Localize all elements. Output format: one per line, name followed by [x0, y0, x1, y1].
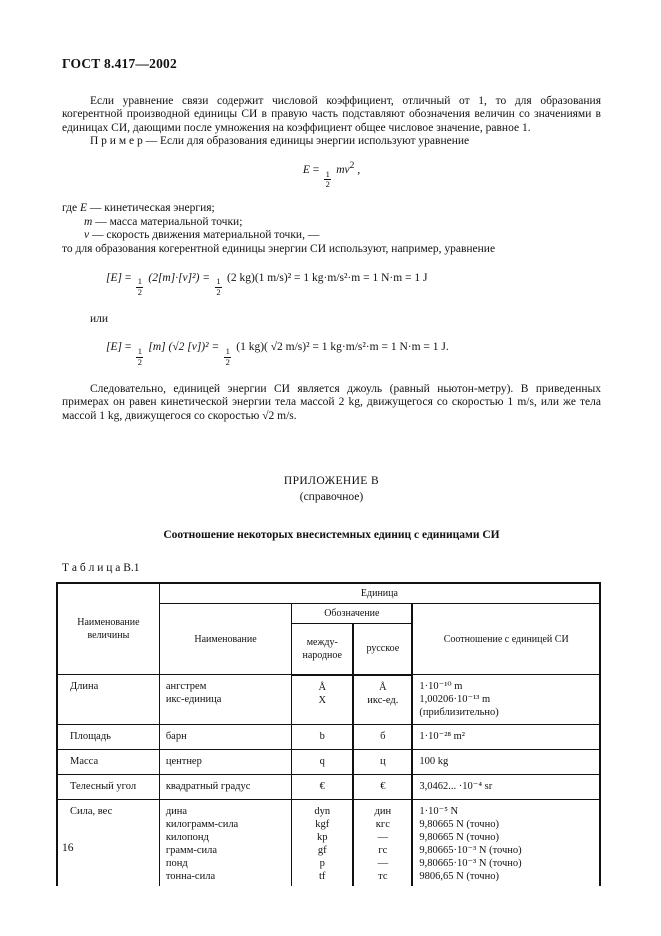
cell-intl: b [292, 725, 353, 750]
cell-names: барн [159, 725, 291, 750]
formula-lhs: E [302, 163, 310, 176]
fraction: $\frac{1}{2}$ [225, 346, 230, 368]
where-tail: то для образования когерентной единицы энергии СИ используют, например, уравнение [62, 242, 496, 255]
paragraph-example-lead: П р и м е р — Если для образования единицы энергии используют уравнение [90, 135, 470, 148]
where-item-v: v — скорость движения материальной точки, — [84, 229, 320, 242]
page-number: 16 [62, 842, 74, 854]
formula-rhs: mv [336, 163, 350, 176]
cell-relation: 1·10⁻²⁸ m² [412, 725, 600, 750]
cell-intl: € [292, 775, 353, 800]
cell-names: центнер [159, 750, 291, 775]
col-header-relation: Соотношение с единицей СИ [412, 603, 600, 675]
formula-example-1: [E] = $\frac{1}{2}$ (2[m]·[v]²) = $\frac{1}{2}$ (2 kg)(1 m/s)² = 1 kg·m/s²·m = 1 N·m = 1 J [106, 271, 428, 298]
cell-quantity: Площадь [57, 725, 159, 750]
cell-rus: б [353, 725, 412, 750]
cell-quantity: Масса [57, 750, 159, 775]
col-header-designation: Обозначение [292, 603, 413, 623]
fraction: $\frac{1}{2}$ [137, 276, 142, 298]
paragraph-conclusion: Следовательно, единицей энергии СИ является джоуль (равный ньютон-метру). В приведенных примерах он равен кинетической энергии тела массой 2 kg, движущегося со скоростью 1 m/s, или же тела массой 1 kg, движущегося со скоростью √2 m/s. [62, 382, 601, 422]
col-header-russian: русское [353, 623, 412, 675]
formula-energy: E = $\frac{1}{2}$ $mv^2$ , [302, 159, 361, 190]
appendix-subtitle: (справочное) [299, 491, 364, 504]
fraction: $\frac{1}{2}$ [325, 168, 330, 190]
cell-intl: dyn kgf kp gf p tf [292, 800, 353, 887]
fraction: $\frac{1}{2}$ [137, 346, 142, 368]
table-row [57, 800, 600, 887]
formula-example-2: [E] = $\frac{1}{2}$ [m] (√2 [v])² = $\frac{1}{2}$ (1 kg)( √2 m/s)² = 1 kg·m/s²·m = 1 N·m = 1 J. [106, 341, 449, 368]
doc-number: ГОСТ 8.417—2002 [62, 56, 177, 71]
table-row [57, 725, 600, 750]
col-header-name: Наименование [159, 603, 291, 675]
table-row [57, 675, 600, 725]
cell-names: ангстрем икс-единица [159, 675, 291, 725]
units-table [56, 582, 601, 887]
cell-rus: ц [353, 750, 412, 775]
cell-names: дина килограмм-сила килопонд грамм-сила понд тонна-сила [159, 800, 291, 887]
cell-quantity: Сила, вес [57, 800, 159, 887]
table-row [57, 775, 600, 800]
cell-rus: € [353, 775, 412, 800]
table-caption: Т а б л и ц а В.1 [62, 562, 140, 575]
cell-intl: q [292, 750, 353, 775]
cell-intl: Å X [292, 675, 353, 725]
cell-rus: дин кгс — гс — тс [353, 800, 412, 887]
appendix-header [62, 475, 601, 543]
where-block [62, 202, 601, 256]
col-header-unit: Единица [159, 583, 600, 604]
appendix-heading: Соотношение некоторых внесистемных единиц с единицами СИ [163, 528, 500, 541]
appendix-title: ПРИЛОЖЕНИЕ В [283, 474, 380, 487]
col-header-quantity: Наименование величины [57, 583, 159, 675]
cell-rus: Å икс-ед. [353, 675, 412, 725]
cell-relation: 3,0462... ·10⁻⁴ sr [412, 775, 600, 800]
cell-quantity: Телесный угол [57, 775, 159, 800]
table-row [57, 750, 600, 775]
cell-relation: 100 kg [412, 750, 600, 775]
cell-names: квадратный градус [159, 775, 291, 800]
or-word: или [90, 312, 109, 325]
paragraph-intro: Если уравнение связи содержит числовой коэффициент, отличный от 1, то для образования когерентной производной единицы СИ в правую часть подставляют обозначения величин со значениями в единицах СИ, дающими после умножения на коэффициент общее числовое значение, равное 1. [62, 94, 601, 134]
cell-quantity: Длина [57, 675, 159, 725]
cell-relation: 1·10⁻⁵ N 9,80665 N (точно) 9,80665 N (точно) 9,80665·10⁻³ N (точно) 9,80665·10⁻³ N (точно) 9806,65 N (точно) [412, 800, 600, 887]
table-header-row-1 [57, 583, 600, 604]
col-header-international: между- народное [292, 623, 353, 675]
cell-relation: 1·10⁻¹⁰ m 1,00206·10⁻¹³ m (приблизительно) [412, 675, 600, 725]
fraction: $\frac{1}{2}$ [216, 276, 221, 298]
where-item-e: где E — кинетическая энергия; [62, 202, 215, 215]
where-item-m: m — масса материальной точки; [84, 215, 243, 228]
